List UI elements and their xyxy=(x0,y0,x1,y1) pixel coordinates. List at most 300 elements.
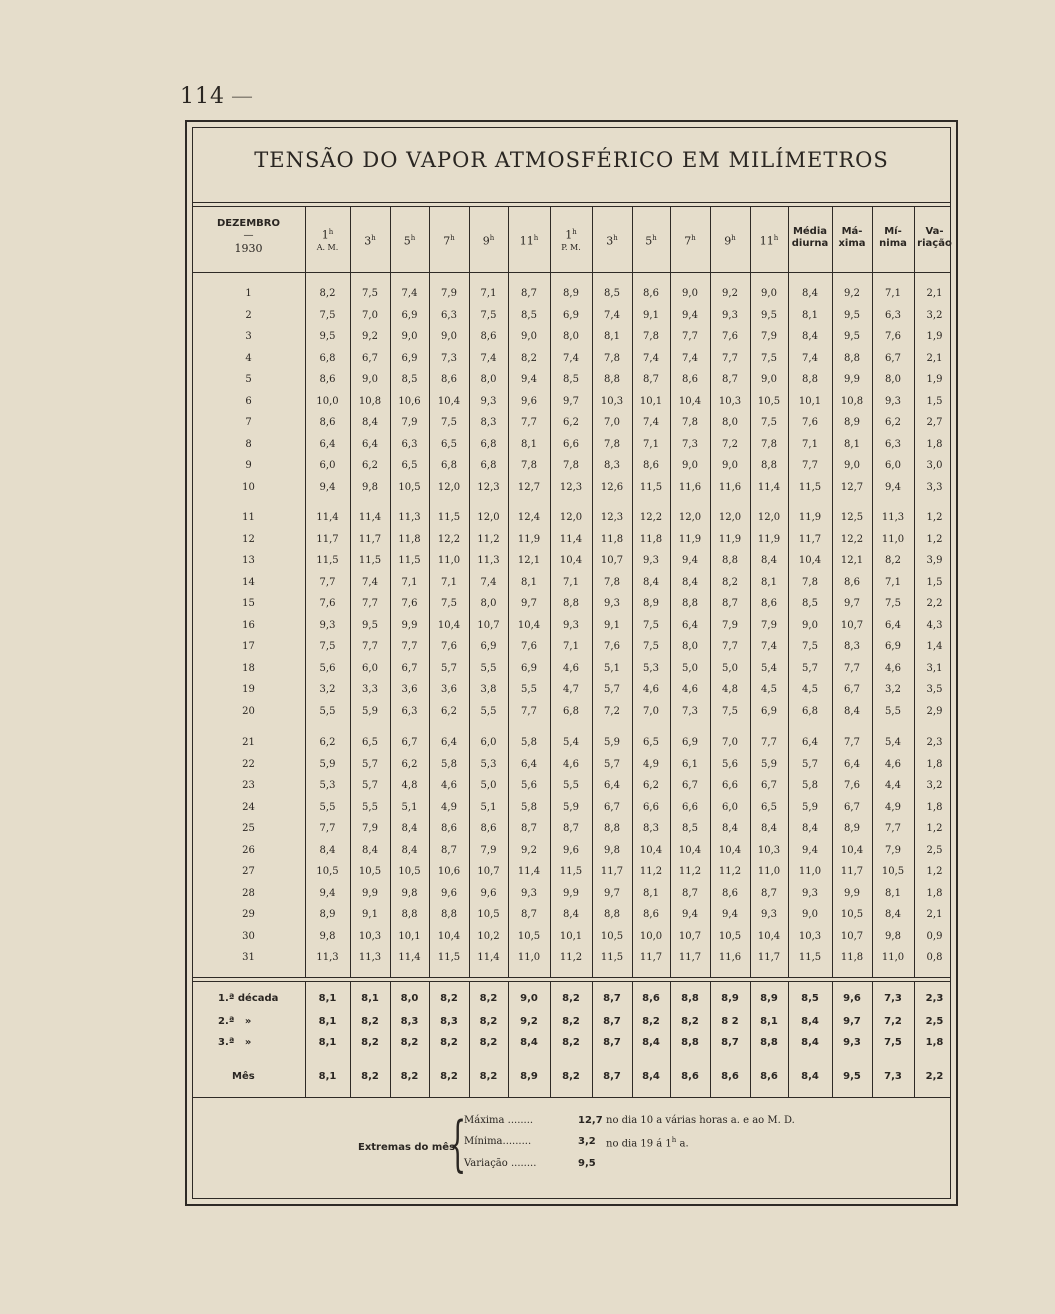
header-maxima-line: Má- xyxy=(841,226,863,237)
table-cell: 5,8 xyxy=(521,737,537,748)
table-cell: 9,0 xyxy=(682,460,698,471)
table-cell: 8,6 xyxy=(682,374,698,385)
table-cell: 7,8 xyxy=(761,438,777,450)
extremes-text-main: no dia 10 a várias horas a. e ao M. D. xyxy=(606,1115,795,1126)
decade-label: 1.ª década xyxy=(218,993,279,1004)
extremes-text-main: no dia 19 á 1 xyxy=(606,1138,672,1150)
table-cell: 6,0 xyxy=(319,460,336,471)
table-cell: 11,3 xyxy=(316,952,339,963)
table-cell: 2,1 xyxy=(926,352,943,364)
month-cell: 8,4 xyxy=(801,1071,819,1082)
decade-label: 3.ª » xyxy=(218,1037,252,1048)
table-cell: 6,0 xyxy=(885,460,901,471)
table-cell: 1,9 xyxy=(926,374,943,385)
extremes-name: Mínima......... xyxy=(464,1136,532,1147)
table-cell: 7,5 xyxy=(722,705,738,717)
table-cell: 4,6 xyxy=(563,758,579,770)
table-cell: 8,8 xyxy=(604,909,620,920)
table-cell: 11,8 xyxy=(840,952,864,963)
table-cell: 6,7 xyxy=(401,662,418,674)
table-cell: 8,7 xyxy=(722,374,738,385)
summary-cell: 8,1 xyxy=(318,1016,337,1027)
month-cell: 8,4 xyxy=(642,1071,660,1082)
table-cell: 9,8 xyxy=(319,930,336,942)
table-cell: 10,3 xyxy=(798,930,822,942)
table-cell: 2,5 xyxy=(926,844,943,856)
table-cell: 8,9 xyxy=(643,598,659,609)
table-cell: 3,3 xyxy=(362,684,378,695)
table-cell: 11,3 xyxy=(358,952,382,963)
table-cell: 7,1 xyxy=(480,288,497,299)
table-cell: 8,1 xyxy=(844,438,860,450)
table-cell: 1,4 xyxy=(926,641,943,652)
summary-cell: 8,1 xyxy=(318,1037,337,1048)
table-cell: 8,4 xyxy=(722,823,738,834)
table-cell: 5,9 xyxy=(802,801,818,813)
table-cell: 7,9 xyxy=(722,619,738,631)
table-cell: 7,1 xyxy=(563,576,579,588)
table-cell: 10,6 xyxy=(398,395,421,407)
table-cell: 1,8 xyxy=(926,801,943,813)
table-cell: 8,1 xyxy=(761,576,777,588)
table-cell: 5,7 xyxy=(441,662,457,674)
table-cell: 8,6 xyxy=(441,374,457,385)
table-cell: 9,6 xyxy=(521,395,537,407)
month-cell: 8,9 xyxy=(520,1071,538,1082)
table-cell: 9,2 xyxy=(362,331,378,342)
table-cell: 9,3 xyxy=(604,598,620,609)
header-hour-mark: h xyxy=(691,234,696,242)
table-cell: 5,5 xyxy=(319,801,336,813)
extremes-text xyxy=(606,1136,689,1149)
table-cell: 11,4 xyxy=(757,481,781,493)
table-cell: 12,0 xyxy=(718,512,742,523)
table-cell: 9,3 xyxy=(722,309,738,321)
table-cell: 7,0 xyxy=(604,417,620,428)
table-cell: 8,4 xyxy=(319,844,336,856)
table-cell: 7,8 xyxy=(563,460,579,471)
table-cell: 7,7 xyxy=(844,662,860,674)
table-cell: 7,7 xyxy=(521,417,537,428)
table-cell: 6,8 xyxy=(480,460,497,471)
table-cell: 8,8 xyxy=(604,374,620,385)
header-hour-number: 3 xyxy=(364,234,372,248)
table-cell: 7,7 xyxy=(401,641,418,652)
table-cell: 8,1 xyxy=(643,887,659,899)
summary-cell: 2,3 xyxy=(925,993,944,1004)
table-cell: 5,9 xyxy=(362,705,378,717)
table-cell: 12,5 xyxy=(840,512,864,523)
header-hour-1 xyxy=(305,226,350,254)
table-cell: 11,2 xyxy=(559,952,583,963)
table-cell: 6,6 xyxy=(682,801,698,813)
header-hour-mark: h xyxy=(328,228,334,236)
table-cell: 6,2 xyxy=(319,737,336,748)
table-cell: 8,7 xyxy=(722,598,738,609)
extremes-value: 9,5 xyxy=(578,1158,596,1169)
table-cell: 7,3 xyxy=(441,352,457,364)
table-cell: 7,7 xyxy=(885,823,901,834)
summary-cell: 8,4 xyxy=(642,1037,660,1048)
table-cell: 9,0 xyxy=(441,331,457,342)
table-cell: 4,9 xyxy=(643,758,659,770)
table-cell: 6,7 xyxy=(885,352,901,364)
header-year-dash: — xyxy=(243,230,254,241)
table-cell: 10,4 xyxy=(678,395,702,407)
table-cell: 10,7 xyxy=(477,619,500,631)
table-cell: 5,6 xyxy=(722,758,738,770)
header-minima-line: nima xyxy=(879,238,907,249)
header-hour-number: 5 xyxy=(403,234,411,248)
table-frame xyxy=(185,120,958,1206)
table-cell: 6,4 xyxy=(844,758,860,770)
day-label: 27 xyxy=(242,866,255,877)
table-cell: 7,9 xyxy=(885,844,901,856)
table-cell: 6,5 xyxy=(441,438,457,450)
table-cell: 5,0 xyxy=(682,662,698,674)
table-cell: 7,9 xyxy=(401,417,418,428)
table-cell: 6,8 xyxy=(802,705,818,717)
header-hour-9 xyxy=(632,232,670,248)
table-cell: 1,5 xyxy=(926,395,943,407)
table-cell: 11,9 xyxy=(718,533,742,545)
table-cell: 7,6 xyxy=(441,641,457,652)
table-cell: 9,0 xyxy=(844,460,860,471)
table-cell: 8,9 xyxy=(844,823,860,834)
table-cell: 8,3 xyxy=(480,417,497,428)
day-label: 24 xyxy=(242,801,255,813)
table-cell: 11,5 xyxy=(600,952,624,963)
table-cell: 7,1 xyxy=(802,438,818,450)
table-cell: 6,4 xyxy=(802,737,818,748)
table-cell: 8,1 xyxy=(802,309,818,321)
header-hour-4 xyxy=(429,232,469,248)
table-cell: 11,2 xyxy=(678,866,702,877)
day-label: 10 xyxy=(242,481,255,493)
table-cell: 9,4 xyxy=(682,309,698,321)
table-cell: 7,4 xyxy=(604,309,620,321)
table-cell: 10,5 xyxy=(600,930,624,942)
summary-cell: 8,7 xyxy=(603,993,621,1004)
table-cell: 8,4 xyxy=(761,823,777,834)
column-rule xyxy=(670,206,671,977)
table-cell: 5,5 xyxy=(362,801,378,813)
table-cell: 8,7 xyxy=(521,909,537,920)
table-cell: 7,5 xyxy=(761,417,777,428)
table-cell: 10,7 xyxy=(477,866,500,877)
table-cell: 5,1 xyxy=(480,801,497,813)
table-cell: 7,4 xyxy=(643,417,659,428)
table-cell: 11,3 xyxy=(477,555,500,566)
table-cell: 11,4 xyxy=(517,866,541,877)
table-cell: 7,5 xyxy=(802,641,818,652)
table-cell: 11,4 xyxy=(398,952,421,963)
table-cell: 7,7 xyxy=(722,641,738,652)
table-cell: 7,7 xyxy=(521,705,537,717)
table-cell: 10,5 xyxy=(477,909,500,920)
header-minima xyxy=(872,226,914,250)
table-cell: 10,3 xyxy=(600,395,624,407)
table-cell: 10,5 xyxy=(517,930,541,942)
table-cell: 6,9 xyxy=(401,352,418,364)
month-cell: 8,6 xyxy=(721,1071,739,1082)
table-cell: 7,4 xyxy=(362,576,378,588)
table-cell: 6,1 xyxy=(682,758,698,770)
table-cell: 9,3 xyxy=(480,395,497,407)
table-cell: 9,7 xyxy=(563,395,579,407)
table-cell: 7,9 xyxy=(761,619,777,631)
table-cell: 4,4 xyxy=(885,780,901,791)
table-cell: 3,2 xyxy=(926,780,943,791)
summary-cell: 8,9 xyxy=(760,993,778,1004)
table-cell: 8,7 xyxy=(521,823,537,834)
header-hour-12 xyxy=(750,232,788,248)
table-cell: 7,4 xyxy=(563,352,579,364)
table-cell: 5,7 xyxy=(362,780,378,791)
table-cell: 10,2 xyxy=(477,930,500,942)
table-cell: 9,3 xyxy=(521,887,537,899)
table-cell: 6,4 xyxy=(319,438,336,450)
table-cell: 7,4 xyxy=(761,641,777,652)
summary-cell: 8,8 xyxy=(760,1037,778,1048)
table-cell: 9,8 xyxy=(604,844,620,856)
table-cell: 8,6 xyxy=(441,823,457,834)
table-cell: 8,4 xyxy=(682,576,698,588)
table-cell: 11,6 xyxy=(718,481,742,493)
table-cell: 9,4 xyxy=(885,481,901,493)
table-cell: 12,3 xyxy=(600,512,624,523)
summary-cell: 8,3 xyxy=(400,1016,419,1027)
table-cell: 8,6 xyxy=(480,823,497,834)
header-hour-period: A. M. xyxy=(316,242,339,252)
summary-cell: 8,2 xyxy=(479,993,498,1004)
table-cell: 9,5 xyxy=(362,619,378,631)
table-cell: 7,7 xyxy=(319,823,336,834)
summary-cell: 8,6 xyxy=(642,993,660,1004)
summary-cell: 8,4 xyxy=(801,1016,819,1027)
table-cell: 12,0 xyxy=(559,512,583,523)
table-cell: 10,1 xyxy=(798,395,822,407)
column-rule xyxy=(550,206,551,977)
summary-cell: 8,8 xyxy=(681,993,699,1004)
table-cell: 11,9 xyxy=(678,533,702,545)
table-cell: 11,7 xyxy=(678,952,702,963)
table-cell: 11,5 xyxy=(798,952,822,963)
summary-cell: 8,2 xyxy=(562,1016,580,1027)
day-label: 7 xyxy=(245,417,252,428)
table-cell: 8,7 xyxy=(441,844,457,856)
table-cell: 8,4 xyxy=(362,417,378,428)
body-bottom-rule xyxy=(192,977,951,978)
table-cell: 10,5 xyxy=(398,481,421,493)
table-cell: 9,5 xyxy=(844,309,860,321)
table-cell: 12,0 xyxy=(678,512,702,523)
table-cell: 12,6 xyxy=(600,481,624,493)
day-label: 11 xyxy=(242,512,255,523)
table-cell: 9,0 xyxy=(682,288,698,299)
table-cell: 6,0 xyxy=(722,801,738,813)
header-month xyxy=(192,218,305,230)
day-label: 28 xyxy=(242,887,255,899)
column-rule xyxy=(305,206,306,977)
header-hour-number: 3 xyxy=(606,234,614,248)
table-cell: 10,4 xyxy=(840,844,864,856)
table-cell: 12,3 xyxy=(559,481,583,493)
table-cell: 9,0 xyxy=(761,288,777,299)
table-cell: 8,2 xyxy=(521,352,537,364)
header-variacao-line: Va- xyxy=(925,226,944,237)
table-cell: 7,6 xyxy=(802,417,818,428)
table-cell: 6,2 xyxy=(401,758,418,770)
table-cell: 7,9 xyxy=(441,288,457,299)
table-cell: 8,0 xyxy=(722,417,738,428)
table-cell: 9,0 xyxy=(761,374,777,385)
table-cell: 9,3 xyxy=(802,887,818,899)
table-cell: 9,7 xyxy=(604,887,620,899)
table-cell: 8,6 xyxy=(480,331,497,342)
table-cell: 6,5 xyxy=(401,460,418,471)
summary-cell: 8,2 xyxy=(562,993,580,1004)
table-cell: 12,4 xyxy=(517,512,541,523)
summary-cell: 8,7 xyxy=(721,1037,739,1048)
summary-bottom-rule xyxy=(192,1097,951,1098)
table-cell: 7,6 xyxy=(401,598,418,609)
table-cell: 8,6 xyxy=(319,417,336,428)
table-cell: 6,5 xyxy=(362,737,378,748)
table-cell: 6,7 xyxy=(844,684,860,695)
table-cell: 1,2 xyxy=(926,823,943,834)
table-cell: 9,3 xyxy=(643,555,659,566)
table-cell: 6,9 xyxy=(480,641,497,652)
table-cell: 6,3 xyxy=(401,705,418,717)
table-cell: 7,4 xyxy=(480,576,497,588)
table-cell: 5,7 xyxy=(362,758,378,770)
table-cell: 4,6 xyxy=(885,662,901,674)
table-cell: 8,2 xyxy=(885,555,901,566)
month-cell: 8,1 xyxy=(318,1071,337,1082)
table-cell: 6,3 xyxy=(441,309,457,321)
month-cell: 7,3 xyxy=(884,1071,902,1082)
table-cell: 9,2 xyxy=(521,844,537,856)
table-cell: 11,0 xyxy=(437,555,461,566)
table-cell: 11,2 xyxy=(639,866,663,877)
table-cell: 6,3 xyxy=(401,438,418,450)
table-cell: 8,8 xyxy=(441,909,457,920)
column-rule xyxy=(469,206,470,977)
table-cell: 12,2 xyxy=(840,533,864,545)
table-cell: 7,7 xyxy=(682,331,698,342)
table-cell: 8,6 xyxy=(643,909,659,920)
summary-cell: 8,9 xyxy=(721,993,739,1004)
summary-cell: 8,4 xyxy=(801,1037,819,1048)
table-cell: 4,6 xyxy=(643,684,659,695)
table-cell: 6,8 xyxy=(319,352,336,364)
month-cell: 8,6 xyxy=(760,1071,778,1082)
table-cell: 7,8 xyxy=(802,576,818,588)
table-cell: 9,5 xyxy=(319,331,336,342)
table-cell: 6,0 xyxy=(362,662,378,674)
table-cell: 8,6 xyxy=(722,887,738,899)
header-hour-number: 11 xyxy=(519,234,534,248)
table-cell: 8,1 xyxy=(885,887,901,899)
table-cell: 11,2 xyxy=(477,533,500,545)
table-cell: 7,6 xyxy=(844,780,860,791)
table-cell: 7,4 xyxy=(682,352,698,364)
table-cell: 8,1 xyxy=(521,576,537,588)
table-cell: 1,5 xyxy=(926,576,943,588)
table-cell: 11,7 xyxy=(358,533,382,545)
table-cell: 1,8 xyxy=(926,887,943,899)
table-cell: 9,1 xyxy=(643,309,659,321)
table-cell: 5,4 xyxy=(885,737,901,748)
header-maxima-line: xima xyxy=(838,238,866,249)
table-cell: 12,1 xyxy=(517,555,541,566)
table-cell: 7,6 xyxy=(604,641,620,652)
month-cell: 8,7 xyxy=(603,1071,621,1082)
table-cell: 12,0 xyxy=(437,481,461,493)
table-cell: 6,9 xyxy=(521,662,537,674)
table-cell: 8,4 xyxy=(563,909,579,920)
table-cell: 6,6 xyxy=(643,801,659,813)
table-cell: 5,3 xyxy=(643,662,659,674)
table-cell: 6,4 xyxy=(441,737,457,748)
header-hour-2 xyxy=(350,232,390,248)
summary-cell: 8,2 xyxy=(400,1037,419,1048)
table-cell: 10,4 xyxy=(718,844,742,856)
day-label: 13 xyxy=(242,555,255,566)
table-cell: 5,7 xyxy=(802,758,818,770)
table-cell: 3,2 xyxy=(926,309,943,321)
table-cell: 11,3 xyxy=(398,512,421,523)
table-cell: 7,1 xyxy=(401,576,418,588)
table-cell: 6,7 xyxy=(401,737,418,748)
table-cell: 10,5 xyxy=(718,930,742,942)
table-cell: 11,4 xyxy=(316,512,339,523)
table-cell: 8,6 xyxy=(643,288,659,299)
extremes-value: 12,7 xyxy=(578,1115,603,1126)
table-cell: 2,2 xyxy=(926,598,943,609)
table-cell: 11,7 xyxy=(600,866,624,877)
table-cell: 8,7 xyxy=(563,823,579,834)
table-cell: 9,4 xyxy=(319,887,336,899)
table-cell: 10,1 xyxy=(639,395,663,407)
header-variacao xyxy=(914,226,955,250)
table-cell: 6,6 xyxy=(722,780,738,791)
table-cell: 8,8 xyxy=(604,823,620,834)
table-cell: 7,7 xyxy=(362,598,378,609)
summary-cell: 8,7 xyxy=(603,1016,621,1027)
table-cell: 9,7 xyxy=(521,598,537,609)
table-cell: 10,0 xyxy=(316,395,339,407)
day-label: 30 xyxy=(242,930,255,942)
day-label: 16 xyxy=(242,619,255,631)
table-cell: 5,4 xyxy=(563,737,579,748)
summary-cell: 8,2 xyxy=(361,1016,379,1027)
table-cell: 7,5 xyxy=(885,598,901,609)
header-hour-number: 9 xyxy=(482,234,490,248)
summary-cell: 8,5 xyxy=(801,993,819,1004)
day-label: 29 xyxy=(242,909,255,920)
table-cell: 8,9 xyxy=(563,288,579,299)
table-cell: 8,1 xyxy=(521,438,537,450)
table-cell: 8,5 xyxy=(401,374,418,385)
month-cell: 8,2 xyxy=(400,1071,419,1082)
table-cell: 8,2 xyxy=(319,288,336,299)
extremes-text xyxy=(606,1115,795,1126)
table-cell: 11,5 xyxy=(316,555,339,566)
day-label: 20 xyxy=(242,705,255,717)
table-cell: 3,6 xyxy=(441,684,457,695)
